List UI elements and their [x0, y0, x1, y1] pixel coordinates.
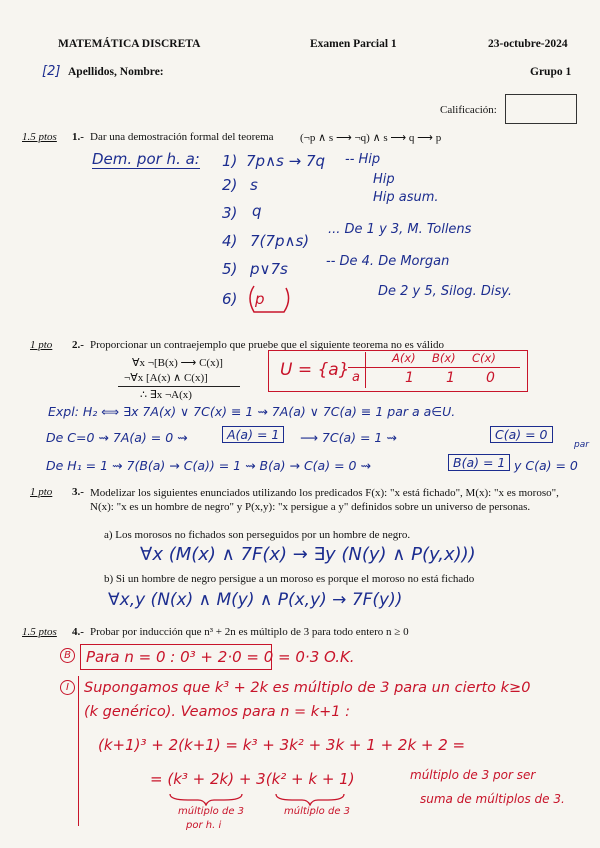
step-5-number: 5): [222, 260, 238, 278]
q1-points: 1.5 ptos: [22, 131, 57, 143]
explanation-line-3b: y C(a) = 0: [514, 458, 578, 473]
table-value-c: 0: [486, 370, 495, 386]
q3-statement: Modelizar los siguientes enunciados utilizando los predicados F(x): "x está fichado", M(x): "x es moroso", N(x): "x es un hombre de negro" y P(x,y): "x persigue a y" definidos sobre un universo de personas.: [90, 487, 559, 513]
q1-number: 1.-: [72, 131, 84, 143]
step-3-expr: q: [252, 202, 262, 220]
step-1-just: -- Hip: [345, 152, 381, 167]
table-header-a: A(x): [392, 351, 416, 365]
q2-statement: Proporcionar un contraejemplo que pruebe que el siguiente teorema no es válido: [90, 339, 445, 351]
inductive-step-4: = (k³ + 2k) + 3(k² + k + 1): [150, 770, 355, 788]
student-marker: [2]: [42, 64, 61, 79]
q3-b-answer: ∀x,y (N(x) ∧ M(y) ∧ P(x,y) → 7F(y)): [108, 590, 403, 610]
step-2-expr: s: [250, 176, 258, 194]
exam-date: 23-octubre-2024: [488, 38, 568, 50]
result-box-c: C(a) = 0: [490, 426, 553, 443]
table-value-b: 1: [446, 370, 455, 386]
result-box-a: A(a) = 1: [222, 426, 284, 443]
inductive-step-3: (k+1)³ + 2(k+1) = k³ + 3k² + 3k + 1 + 2k + 2 =: [98, 736, 466, 754]
explanation-note: par: [574, 440, 589, 450]
proof-title: Dem. por h. a:: [92, 150, 200, 168]
q2-number: 2.-: [72, 339, 84, 351]
q4-points: 1.5 ptos: [22, 626, 57, 638]
step-1-expr: 7p∧s → 7q: [246, 152, 326, 170]
step-2-just: Hip: [373, 172, 395, 187]
explanation-line-2b: ⟶ 7C(a) = 1 ⇝: [300, 430, 397, 445]
step-4-just: ... De 1 y 3, M. Tollens: [328, 222, 472, 237]
q4-number: 4.-: [72, 626, 84, 638]
explanation-line-1: Expl: H₂ ⟺ ∃x 7A(x) ∨ 7C(x) ≡ 1 ⇝ 7A(a) ∨ 7C(a) ≡ 1 par a a∈U.: [48, 404, 456, 419]
course-title: MATEMÁTICA DISCRETA: [58, 38, 201, 50]
q4-statement: Probar por inducción que n³ + 2n es múltiplo de 3 para todo entero n ≥ 0: [90, 626, 409, 638]
q3-a-answer: ∀x (M(x) ∧ 7F(x) → ∃y (N(y) ∧ P(y,x))): [140, 544, 476, 565]
grade-label: Calificación:: [440, 104, 497, 116]
inductive-step-note-2: suma de múltiplos de 3.: [420, 792, 565, 806]
table-row-label: a: [352, 370, 360, 385]
step-6-bracket-icon: [240, 282, 300, 316]
step-4-expr: 7(7p∧s): [250, 232, 310, 250]
underbrace-label-2: múltiplo de 3: [284, 806, 351, 817]
step-3-number: 3): [222, 204, 238, 222]
q1-statement: Dar una demostración formal del teorema: [90, 131, 274, 143]
q3-a-label: a) Los morosos no fichados son perseguidos por un hombre de negro.: [104, 529, 411, 541]
inductive-step-tag: I: [60, 680, 75, 695]
table-value-a: 1: [405, 370, 414, 386]
step-2-number: 2): [222, 176, 238, 194]
table-header-b: B(x): [432, 351, 456, 365]
step-6-expr: p: [255, 290, 265, 308]
q2-premise1: ∀x ¬[B(x) ⟶ C(x)]: [132, 357, 223, 369]
underbrace-label-1b: por h. i: [186, 820, 222, 831]
q2-conclusion: ∴ ∃x ¬A(x): [140, 389, 192, 401]
exam-title: Examen Parcial 1: [310, 38, 397, 50]
inductive-step-1: Supongamos que k³ + 2k es múltiplo de 3 para un cierto k≥0: [84, 680, 531, 696]
result-box-b: B(a) = 1: [448, 454, 510, 471]
grade-box[interactable]: [505, 94, 577, 124]
step-5-expr: p∨7s: [250, 260, 288, 278]
table-header-c: C(x): [472, 351, 496, 365]
step-4-number: 4): [222, 232, 238, 250]
underbrace-label-1: múltiplo de 3: [178, 806, 245, 817]
underbrace-icons: [168, 792, 348, 806]
explanation-line-3a: De H₁ = 1 ⇝ 7(B(a) → C(a)) = 1 ⇝ B(a) → C(a) = 0 ⇝: [46, 458, 371, 473]
inductive-step-note-1: múltiplo de 3 por ser: [410, 768, 536, 782]
q3-b-label: b) Si un hombre de negro persigue a un moroso es porque el moroso no está fichado: [104, 573, 475, 585]
inductive-step-2: (k genérico). Veamos para n = k+1 :: [84, 704, 351, 720]
group-label: Grupo 1: [530, 66, 572, 78]
step-6-number: 6): [222, 290, 238, 308]
q3-number: 3.-: [72, 486, 84, 498]
name-label: Apellidos, Nombre:: [68, 66, 164, 78]
q3-points: 1 pto: [30, 486, 53, 498]
q2-premise2: ¬∀x [A(x) ∧ C(x)]: [124, 372, 208, 384]
universe: U = {a}: [280, 360, 350, 380]
explanation-line-2a: De C=0 ⇝ 7A(a) = 0 ⇝: [46, 430, 188, 445]
step-1-number: 1): [222, 152, 238, 170]
q2-argument-line: [118, 386, 240, 387]
step-3-just: Hip asum.: [373, 190, 439, 205]
step-6-just: De 2 y 5, Silog. Disy.: [378, 284, 513, 299]
step-5-just: -- De 4. De Morgan: [326, 254, 450, 269]
base-case: Para n = 0 : 0³ + 2·0 = 0 = 0·3 O.K.: [86, 648, 355, 666]
inductive-step-bracket: [78, 676, 81, 826]
q1-formula: (¬p ∧ s ⟶ ¬q) ∧ s ⟶ q ⟶ p: [300, 132, 442, 144]
table-hline: [348, 367, 520, 368]
q2-points: 1 pto: [30, 339, 53, 351]
table-vline: [365, 352, 366, 388]
base-case-tag: B: [60, 648, 75, 663]
